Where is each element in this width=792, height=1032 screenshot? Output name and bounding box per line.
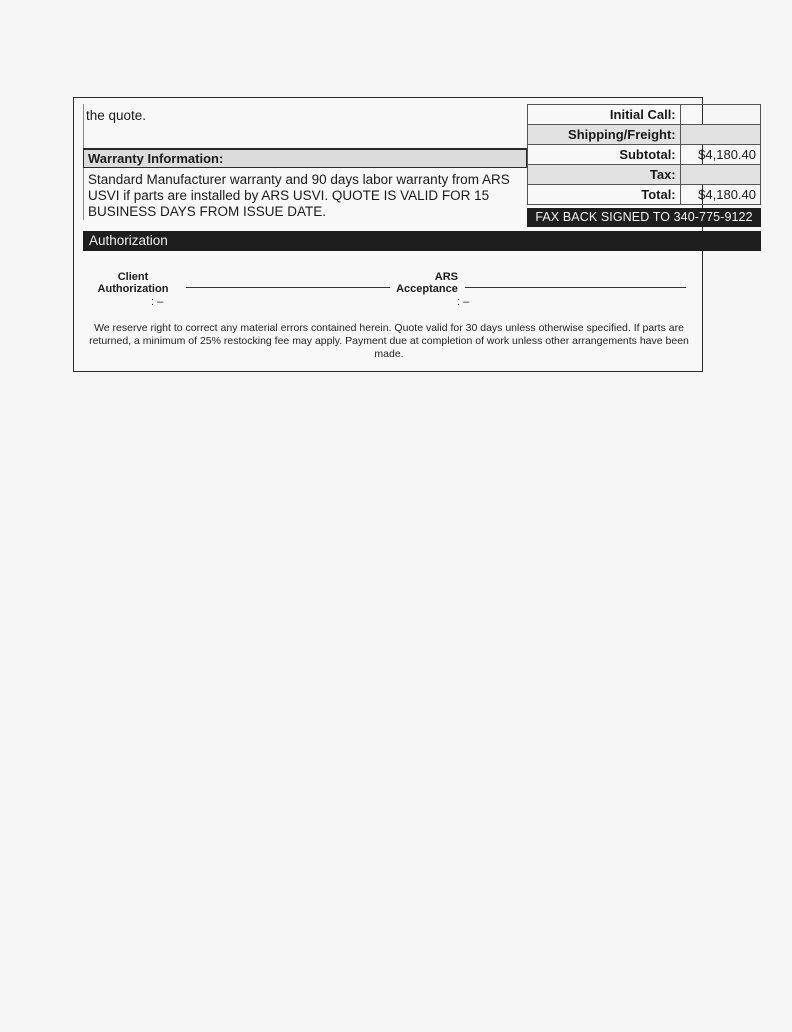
subtotal-label: Subtotal: (528, 145, 681, 165)
authorization-header: Authorization (83, 231, 761, 251)
initial-call-label: Initial Call: (528, 105, 681, 125)
quote-footer-frame (73, 97, 756, 372)
total-value: $4,180.40 (680, 185, 760, 205)
client-label-line2: Authorization (97, 283, 169, 295)
totals-table (527, 104, 761, 205)
totals-row-subtotal (528, 145, 761, 165)
left-column (83, 104, 527, 220)
totals-row-shipping (528, 125, 761, 145)
totals-row-total (528, 185, 761, 205)
warranty-text: Standard Manufacturer warranty and 90 days labor warranty from ARS USVI if parts are installed by ARS USVI. QUOTE IS VALID FOR 15 BUSINESS DAYS FROM ISSUE DATE. (83, 168, 527, 220)
ars-date-field[interactable]: : – (457, 296, 470, 308)
shipping-value (680, 125, 760, 145)
totals-row-initial-call (528, 105, 761, 125)
initial-call-value (680, 105, 760, 125)
client-signature-line[interactable] (186, 287, 390, 288)
ars-label-line2: Acceptance (396, 283, 458, 295)
client-date-field[interactable]: : – (151, 296, 164, 308)
tax-value (680, 165, 760, 185)
ars-signature-line[interactable] (465, 287, 686, 288)
total-label: Total: (528, 185, 681, 205)
ars-acceptance-label (392, 271, 462, 295)
tax-label: Tax: (528, 165, 681, 185)
totals-row-tax (528, 165, 761, 185)
disclaimer-text: We reserve right to correct any material errors contained herein. Quote valid for 30 days unless otherwise specified. If parts are returned, a minimum of 25% restocking fee may apply. Payment due at completion of work unless other arrangements have been made. (89, 322, 689, 360)
shipping-label: Shipping/Freight: (528, 125, 681, 145)
warranty-header: Warranty Information: (83, 148, 527, 168)
client-authorization-label (88, 271, 178, 295)
client-label-line1: Client (117, 271, 149, 283)
fax-back-notice: FAX BACK SIGNED TO 340-775-9122 (527, 208, 761, 227)
quote-text-tail: the quote. (83, 104, 527, 148)
subtotal-value: $4,180.40 (680, 145, 760, 165)
ars-label-line1: ARS (434, 271, 458, 283)
